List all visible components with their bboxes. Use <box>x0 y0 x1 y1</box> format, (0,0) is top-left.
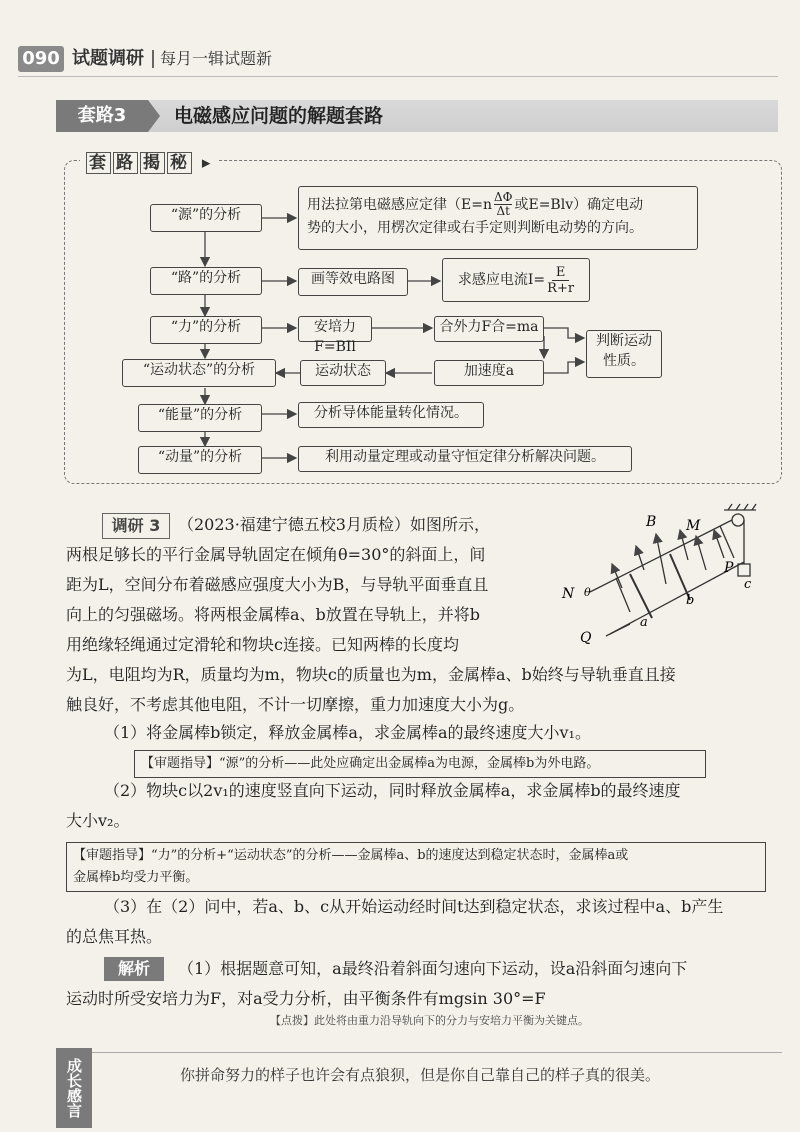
section-tag: 套路3 <box>56 100 148 132</box>
label-N: N <box>562 586 575 602</box>
judge-text: 性质。 <box>603 353 645 369</box>
momentum-analysis-node: “动量”的分析 <box>138 446 262 474</box>
label-P: P <box>724 560 734 576</box>
fraction-denominator: R+r <box>547 280 575 296</box>
part2-text: （2）物块c以2v₁的速度竖直向下运动，同时释放金属棒a，求金属棒b的最终速度 <box>104 781 681 800</box>
label-a: a <box>640 615 648 630</box>
part3-text: （3）在（2）问中，若a、b、c从开始运动经时间t达到稳定状态，求该过程中a、b产生 <box>104 897 724 916</box>
part2-text: 大小v₂。 <box>66 811 130 830</box>
hint2-text: 【审题指导】“力”的分析+“运动状态”的分析——金属棒a、b的速度达到稳定状态时，金属棒a或 <box>73 848 629 863</box>
flowchart-label: 套 路 揭 秘 ▸ <box>80 148 218 173</box>
energy-desc-box: 分析导体能量转化情况。 <box>298 402 484 428</box>
force-analysis-node: “力”的分析 <box>150 316 262 344</box>
label-B: B <box>646 514 657 530</box>
fraction-numerator: ΔΦ <box>493 190 513 204</box>
question-text: 两根足够长的平行金属导轨固定在倾角θ=30°的斜面上，间 <box>66 545 486 564</box>
circuit-analysis-node: “路”的分析 <box>150 267 262 295</box>
acceleration-box: 加速度a <box>434 360 544 386</box>
question-text: 用绝缘轻绳通过定滑轮和物块c连接。已知两棒的长度均 <box>66 635 459 654</box>
source-desc-text: 势的大小，用楞次定律或右手定则判断电动势的方向。 <box>307 220 643 236</box>
circuit-box: 画等效电路图 <box>298 268 408 296</box>
hint-box-1: 【审题指导】“源”的分析——此处应确定出金属棒a为电源，金属棒b为外电路。 <box>134 750 706 778</box>
question-text: 距为L，空间分布着磁感应强度大小为B，与导轨平面垂直且 <box>66 575 489 594</box>
question-text: 触良好，不考虑其他电阻，不计一切摩擦，重力加速度大小为g。 <box>66 695 525 714</box>
label-M: M <box>686 518 701 534</box>
part1-text: （1）将金属棒b锁定，释放金属棒a，求金属棒a的最终速度大小v₁。 <box>104 723 591 742</box>
page-number: 090 <box>18 46 64 72</box>
source-desc-text: 或E=Blv）确定电动 <box>514 196 644 213</box>
current-box <box>442 258 590 302</box>
momentum-desc-box: 利用动量定理或动量守恒定律分析解决问题。 <box>298 446 632 472</box>
section-title: 电磁感应问题的解题套路 <box>174 105 384 127</box>
footer-quote: 你拼命努力的样子也许会有点狼狈，但是你自己靠自己的样子真的很美。 <box>180 1066 661 1084</box>
current-fraction <box>547 265 574 296</box>
analysis-note: 【点拨】此处将由重力沿导轨向下的分力与安培力平衡为关键点。 <box>270 1014 589 1027</box>
source-desc-text: 用法拉第电磁感应定律（E=n <box>307 196 492 213</box>
emf-fraction <box>494 191 513 218</box>
motion-state-box: 运动状态 <box>300 360 386 386</box>
flowchart-label-char: 秘 <box>167 152 192 174</box>
hint2-text: 金属棒b均受力平衡。 <box>73 870 199 885</box>
current-box-text: 求感应电流I= <box>457 272 546 288</box>
analysis-text: （1）根据题意可知，a最终沿着斜面匀速向下运动，设a沿斜面匀速向下 <box>178 959 688 978</box>
question-text: （2023·福建宁德五校3月质检）如图所示， <box>178 515 490 534</box>
hint-box-2 <box>66 842 766 892</box>
analysis-text: 运动时所受安培力为F，对a受力分析，由平衡条件有mgsin 30°=F <box>66 989 546 1008</box>
label-Q: Q <box>580 630 592 646</box>
question-tag: 调研 3 <box>102 513 170 539</box>
judge-text: 判断运动 <box>596 333 652 349</box>
label-theta: θ <box>584 586 591 599</box>
flowchart-label-char: 路 <box>113 152 138 174</box>
incline-rails-figure <box>560 500 780 660</box>
flowchart-label-char: 揭 <box>140 152 165 174</box>
judge-motion-box <box>586 330 662 378</box>
source-analysis-node: “源”的分析 <box>150 204 262 232</box>
footer-rule <box>92 1052 782 1053</box>
source-description-box <box>298 186 698 250</box>
ampere-force-box: 安培力F=BIl <box>298 316 372 342</box>
analysis-tag: 解析 <box>104 957 164 981</box>
column-name: 试题调研 <box>72 48 144 69</box>
net-force-box: 合外力F合=ma <box>434 316 544 342</box>
part3-text: 的总焦耳热。 <box>66 927 163 946</box>
label-b: b <box>686 593 695 608</box>
question-text: 为L，电阻均为R，质量均为m，物块c的质量也为m，金属棒a、b始终与导轨垂直且接 <box>66 665 676 684</box>
label-c: c <box>744 577 752 592</box>
side-label: 成长感言 <box>56 1048 92 1128</box>
fraction-numerator: E <box>552 265 570 281</box>
fraction-denominator: Δt <box>496 204 510 218</box>
magazine-slogan: 每月一辑试题新 <box>160 49 273 68</box>
flowchart-label-char: 套 <box>86 152 111 174</box>
question-text: 向上的匀强磁场。将两根金属棒a、b放置在导轨上，并将b <box>66 605 481 624</box>
motion-analysis-node: “运动状态”的分析 <box>122 359 276 387</box>
energy-analysis-node: “能量”的分析 <box>138 404 262 432</box>
